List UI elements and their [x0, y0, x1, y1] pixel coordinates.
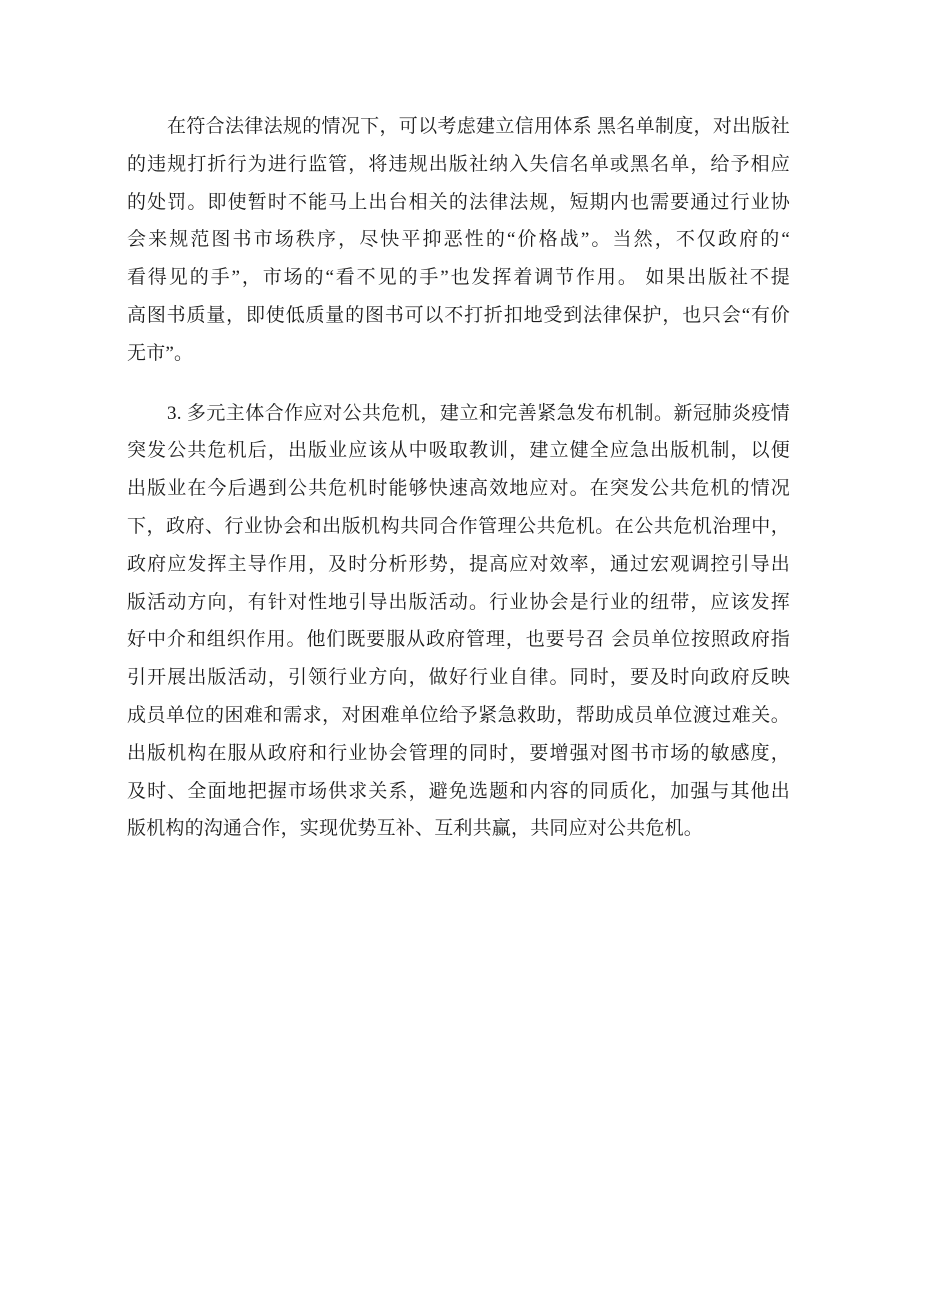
- text-line: 3. 多元主体合作应对公共危机，建立和完善紧急发布机制。新冠肺炎疫情: [167, 402, 790, 424]
- text-line: 无市”。: [127, 342, 194, 364]
- text-line: 出版机构在服从政府和行业协会管理的同时，要增强对图书市场的敏感度，: [127, 742, 790, 764]
- text-line: 版活动方向，有针对性地引导出版活动。行业协会是行业的纽带，应该发挥: [127, 591, 790, 613]
- text-line: 突发公共危机后，出版业应该从中吸取教训，建立健全应急出版机制，以便: [127, 440, 790, 462]
- document-body: [127, 108, 790, 848]
- text-line: 成员单位的困难和需求，对困难单位给予紧急救助，帮助成员单位渡过难关。: [127, 704, 790, 726]
- text-line: 会来规范图书市场秩序，尽快平抑恶性的“价格战”。当然，不仅政府的“: [127, 229, 790, 251]
- text-line: 的违规打折行为进行监管，将违规出版社纳入失信名单或黑名单，给予相应: [127, 153, 790, 175]
- text-line: 引开展出版活动，引领行业方向，做好行业自律。同时，要及时向政府反映: [127, 667, 790, 689]
- text-line: 高图书质量，即使低质量的图书可以不打折扣地受到法律保护，也只会“有价: [127, 304, 790, 326]
- text-line: 看得见的手”，市场的“看不见的手”也发挥着调节作用。 如果出版社不提: [127, 267, 790, 289]
- text-line: 在符合法律法规的情况下，可以考虑建立信用体系 黑名单制度，对出版社: [167, 116, 790, 137]
- text-line: 出版业在今后遇到公共危机时能够快速高效地应对。在突发公共危机的情况: [127, 478, 790, 500]
- paragraph-regulation: [127, 108, 790, 373]
- paragraph-crisis-cooperation: [127, 395, 790, 849]
- text-line: 及时、全面地把握市场供求关系，避免选题和内容的同质化，加强与其他出: [127, 780, 790, 802]
- text-line: 版机构的沟通合作，实现优势互补、互利共赢，共同应对公共危机。: [127, 818, 704, 840]
- text-line: 好中介和组织作用。他们既要服从政府管理，也要号召 会员单位按照政府指: [127, 629, 790, 651]
- text-line: 下，政府、行业协会和出版机构共同合作管理公共危机。在公共危机治理中，: [127, 515, 790, 537]
- text-line: 的处罚。即使暂时不能马上出台相关的法律法规，短期内也需要通过行业协: [127, 191, 790, 213]
- text-line: 政府应发挥主导作用，及时分析形势，提高应对效率，通过宏观调控引导出: [127, 553, 790, 575]
